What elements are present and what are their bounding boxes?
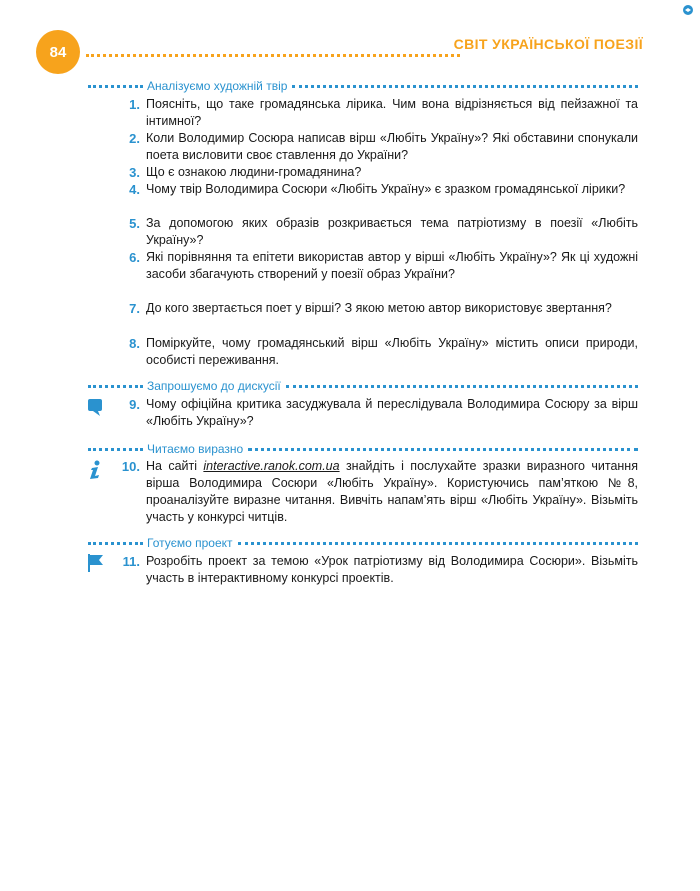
question-number: 5. <box>129 216 140 231</box>
question-text: Що є ознакою людини-громадянина? <box>146 165 362 179</box>
question-item <box>108 300 638 317</box>
page-number-badge <box>36 30 80 74</box>
question-item <box>108 164 638 181</box>
section-heading-reading <box>88 442 638 456</box>
header-divider <box>86 54 460 57</box>
question-text: Коли Володимир Сосюра написав вірш «Любіть Україну»? Які обставини спонукали поета висловити своє ставлення до України? <box>146 131 638 162</box>
section-heading-label: Запрошуємо до дискусії <box>147 379 281 393</box>
question-number: 4. <box>129 182 140 197</box>
question-item <box>108 181 638 198</box>
question-text: Поясніть, що таке громадянська лірика. Чим вона відрізняється від пейзажної та інтимної? <box>146 97 638 128</box>
question-item <box>108 335 638 369</box>
question-number: 9. <box>129 397 140 412</box>
question-item <box>108 215 638 249</box>
question-number: 6. <box>129 250 140 265</box>
section-heading-label: Аналізуємо художній твір <box>147 79 288 93</box>
question-text: За допомогою яких образів розкривається тема патріотизму в поезії «Любіть Україну»? <box>146 216 638 247</box>
question-item <box>108 396 638 430</box>
page-number: 84 <box>49 43 67 61</box>
question-item <box>108 553 638 587</box>
question-number: 1. <box>129 97 140 112</box>
question-number: 7. <box>129 301 140 316</box>
question-number: 3. <box>129 165 140 180</box>
flag-icon <box>86 553 104 573</box>
website-link[interactable]: interactive.ranok.com.ua <box>203 459 340 473</box>
section-heading-label: Читаємо виразно <box>147 442 244 456</box>
section-heading-label: Готуємо проект <box>147 536 233 550</box>
question-text: Розробіть проект за темою «Урок патріотизму від Володимира Сосюри». Візьміть участь в інтерактивному конкурсі проектів. <box>146 554 638 585</box>
section-heading-analysis <box>88 79 638 93</box>
question-item <box>108 249 638 283</box>
section-heading-project <box>88 536 638 550</box>
question-number: 2. <box>129 131 140 146</box>
question-number: 8. <box>129 336 140 351</box>
speech-bubble-icon <box>86 398 104 418</box>
running-title: СВІТ УКРАЇНСЬКОЇ ПОЕЗІЇ <box>453 36 643 52</box>
question-text: Поміркуйте, чому громадянський вірш «Любіть Україну» містить описи природи, особисті переживання. <box>146 336 638 367</box>
question-text: Чому твір Володимира Сосюри «Любіть Україну» є зразком громадянської лірики? <box>146 182 626 196</box>
question-item <box>108 96 638 130</box>
section-heading-discussion <box>88 379 638 393</box>
question-number: 10. <box>121 459 140 474</box>
question-text: Чому офіційна критика засуджувала й переслідувала Володимира Сосюру за вірш «Любіть Україну»? <box>146 397 638 428</box>
question-item <box>108 458 638 526</box>
question-number: 11. <box>122 554 140 569</box>
question-text: До кого звертається поет у вірші? З якою метою автор використовує звертання? <box>146 301 612 315</box>
question-item <box>108 130 638 164</box>
question-text: Які порівняння та епітети використав автор у вірші «Любіть Україну»? Як ці художні засоби збагачують створений у поезії образ України? <box>146 250 638 281</box>
corner-logo-icon <box>682 4 694 16</box>
question-text: На сайті interactive.ranok.com.ua знайдіть і послухайте зразки виразного читання вірша Володимира Сосюри «Любіть Україну». Користуючись пам’яткою №8, проаналізуйте виразне читання. Вивчіть напам’ять вірш «Любіть Україну». Візьміть участь у конкурсі читців. <box>146 459 638 524</box>
info-icon <box>86 460 104 480</box>
